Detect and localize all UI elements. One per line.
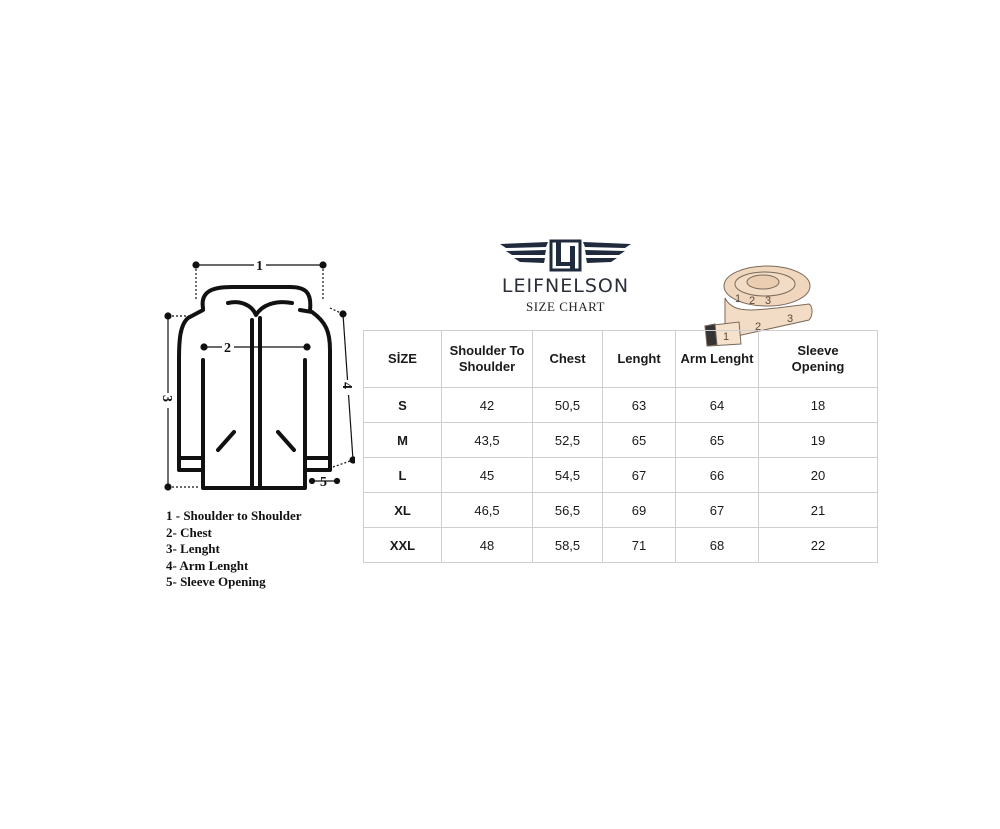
cell-arm-length: 66 (676, 458, 759, 493)
cell-size: M (364, 423, 442, 458)
cell-arm-length: 68 (676, 528, 759, 563)
tape-number: 2 (749, 295, 756, 307)
measure-label-4: 4 (339, 382, 354, 389)
cell-shoulder: 46,5 (442, 493, 533, 528)
cell-length: 63 (603, 388, 676, 423)
jacket-hood-inner (228, 302, 292, 315)
table-row (364, 423, 878, 458)
cell-sleeve-opening: 22 (759, 528, 878, 563)
tape-number: 3 (765, 295, 772, 307)
size-chart-table (363, 330, 878, 563)
cell-size: XXL (364, 528, 442, 563)
measurement-legend (166, 508, 302, 591)
cell-sleeve-opening: 19 (759, 423, 878, 458)
legend-item: 4- Arm Lenght (166, 557, 249, 573)
header-sleeve-opening: Sleeve Opening (759, 331, 878, 388)
jacket-diagram (155, 250, 355, 500)
tape-number: 1 (735, 293, 742, 305)
cell-shoulder: 43,5 (442, 423, 533, 458)
brand-name: LEIFNELSON (501, 275, 630, 297)
cell-length: 71 (603, 528, 676, 563)
cell-chest: 54,5 (533, 458, 603, 493)
legend-item: 1 - Shoulder to Shoulder (166, 508, 302, 523)
cell-size: XL (364, 493, 442, 528)
cell-shoulder: 48 (442, 528, 533, 563)
measure-label-3: 3 (159, 395, 174, 402)
legend-item: 3- Lenght (166, 541, 220, 556)
cell-length: 65 (603, 423, 676, 458)
tape-number: 3 (787, 313, 794, 325)
table-row (364, 458, 878, 493)
measure-label-5: 5 (320, 475, 327, 490)
cell-shoulder: 45 (442, 458, 533, 493)
table-row (364, 528, 878, 563)
table-header-row (364, 331, 878, 388)
size-chart-title: SIZE CHART (526, 299, 605, 314)
cell-arm-length: 67 (676, 493, 759, 528)
cell-chest: 56,5 (533, 493, 603, 528)
header-size: SİZE (364, 331, 442, 388)
cell-length: 67 (603, 458, 676, 493)
cell-sleeve-opening: 20 (759, 458, 878, 493)
measure-label-1: 1 (256, 259, 263, 274)
tape-number: 2 (755, 321, 762, 333)
cell-chest: 58,5 (533, 528, 603, 563)
cell-chest: 52,5 (533, 423, 603, 458)
wings-logo-icon (498, 238, 633, 274)
jacket-hood (203, 287, 311, 310)
header-chest: Chest (533, 331, 603, 388)
header-arm-length: Arm Lenght (676, 331, 759, 388)
brand-logo (498, 238, 633, 315)
cell-chest: 50,5 (533, 388, 603, 423)
measure-label-2: 2 (224, 341, 231, 356)
legend-item: 5- Sleeve Opening (166, 574, 266, 589)
header-shoulder: Shoulder To Shoulder (442, 331, 533, 388)
header-length: Lenght (603, 331, 676, 388)
cell-length: 69 (603, 493, 676, 528)
legend-item: 2- Chest (166, 524, 212, 540)
cell-size: S (364, 388, 442, 423)
cell-shoulder: 42 (442, 388, 533, 423)
table-row (364, 388, 878, 423)
cell-arm-length: 65 (676, 423, 759, 458)
cell-sleeve-opening: 18 (759, 388, 878, 423)
table-row (364, 493, 878, 528)
cell-size: L (364, 458, 442, 493)
cell-sleeve-opening: 21 (759, 493, 878, 528)
cell-arm-length: 64 (676, 388, 759, 423)
tape-number: 1 (723, 331, 730, 343)
